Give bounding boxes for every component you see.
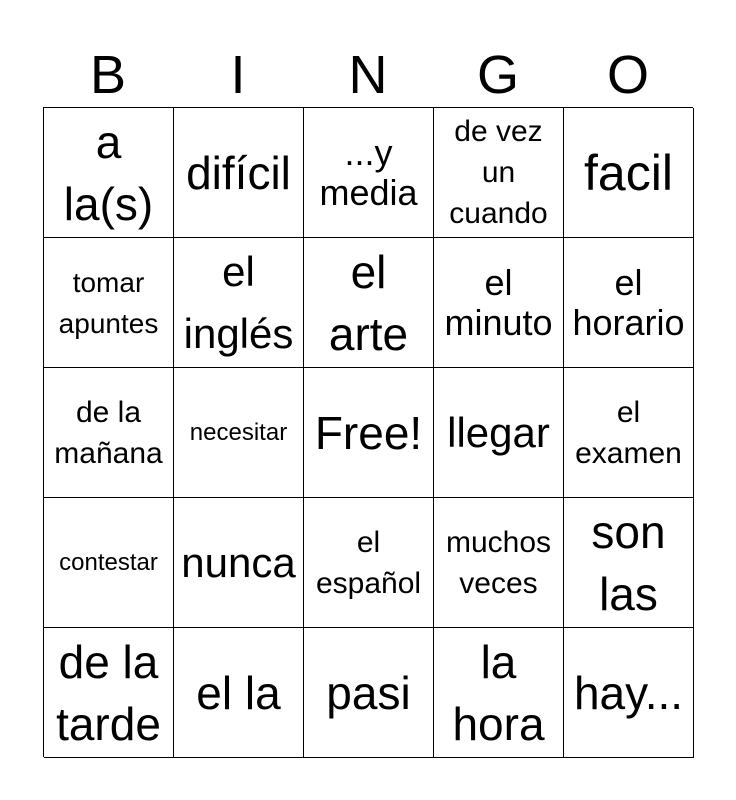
cell-text: llegar (447, 408, 550, 456)
bingo-cell[interactable] (304, 628, 434, 758)
cell-text: de la mañana (54, 395, 163, 470)
cell-text: difícil (186, 146, 291, 199)
header-letter-n: N (348, 45, 388, 105)
cell-text: son las (591, 505, 666, 620)
free-space-text: Free! (314, 406, 423, 459)
bingo-cell[interactable] (304, 108, 434, 238)
cell-text: el minuto (444, 261, 553, 343)
cell-text: tomar apuntes (58, 266, 159, 339)
bingo-cell[interactable] (44, 498, 174, 628)
bingo-cell[interactable] (44, 368, 174, 498)
cell-text: el español (315, 525, 422, 600)
bingo-cell[interactable] (434, 238, 564, 368)
bingo-cell[interactable] (434, 368, 564, 498)
bingo-cell[interactable] (564, 628, 694, 758)
cell-text: de vez un cuando (449, 115, 548, 230)
bingo-cell[interactable] (304, 238, 434, 368)
bingo-cell[interactable] (174, 628, 304, 758)
bingo-cell[interactable] (174, 498, 304, 628)
free-space-cell[interactable] (304, 368, 434, 498)
bingo-cell[interactable] (304, 498, 434, 628)
cell-text: ...y media (319, 131, 418, 213)
bingo-cell[interactable] (564, 498, 694, 628)
bingo-cell[interactable] (434, 628, 564, 758)
bingo-cell[interactable] (174, 108, 304, 238)
bingo-cell[interactable] (564, 108, 694, 238)
bingo-cell[interactable] (434, 498, 564, 628)
bingo-cell[interactable] (174, 368, 304, 498)
bingo-cell[interactable] (434, 108, 564, 238)
header-letter-i: I (230, 45, 246, 105)
header-letter-o: O (606, 45, 649, 105)
bingo-cell[interactable] (44, 108, 174, 238)
bingo-cell[interactable] (44, 238, 174, 368)
cell-text: contestar (59, 549, 158, 576)
cell-text: a la(s) (63, 115, 154, 230)
cell-text: de la tarde (56, 635, 161, 750)
cell-text: nunca (181, 538, 296, 586)
cell-text: facil (584, 144, 673, 201)
bingo-cell[interactable] (174, 238, 304, 368)
header-letter-b: B (89, 45, 127, 105)
bingo-header (43, 44, 693, 106)
cell-text: el inglés (183, 247, 294, 357)
cell-text: el arte (328, 245, 409, 360)
header-letter-g: G (476, 45, 519, 105)
bingo-cell[interactable] (564, 368, 694, 498)
bingo-card (43, 107, 693, 757)
bingo-cell[interactable] (564, 238, 694, 368)
cell-text: muchos veces (445, 525, 552, 600)
cell-text: hay... (573, 666, 684, 719)
cell-text: la hora (452, 635, 545, 750)
cell-text: necesitar (189, 419, 288, 446)
cell-text: el horario (572, 261, 685, 343)
cell-text: pasi (326, 666, 411, 719)
cell-text: el examen (575, 395, 682, 470)
cell-text: el la (196, 666, 281, 719)
bingo-cell[interactable] (44, 628, 174, 758)
